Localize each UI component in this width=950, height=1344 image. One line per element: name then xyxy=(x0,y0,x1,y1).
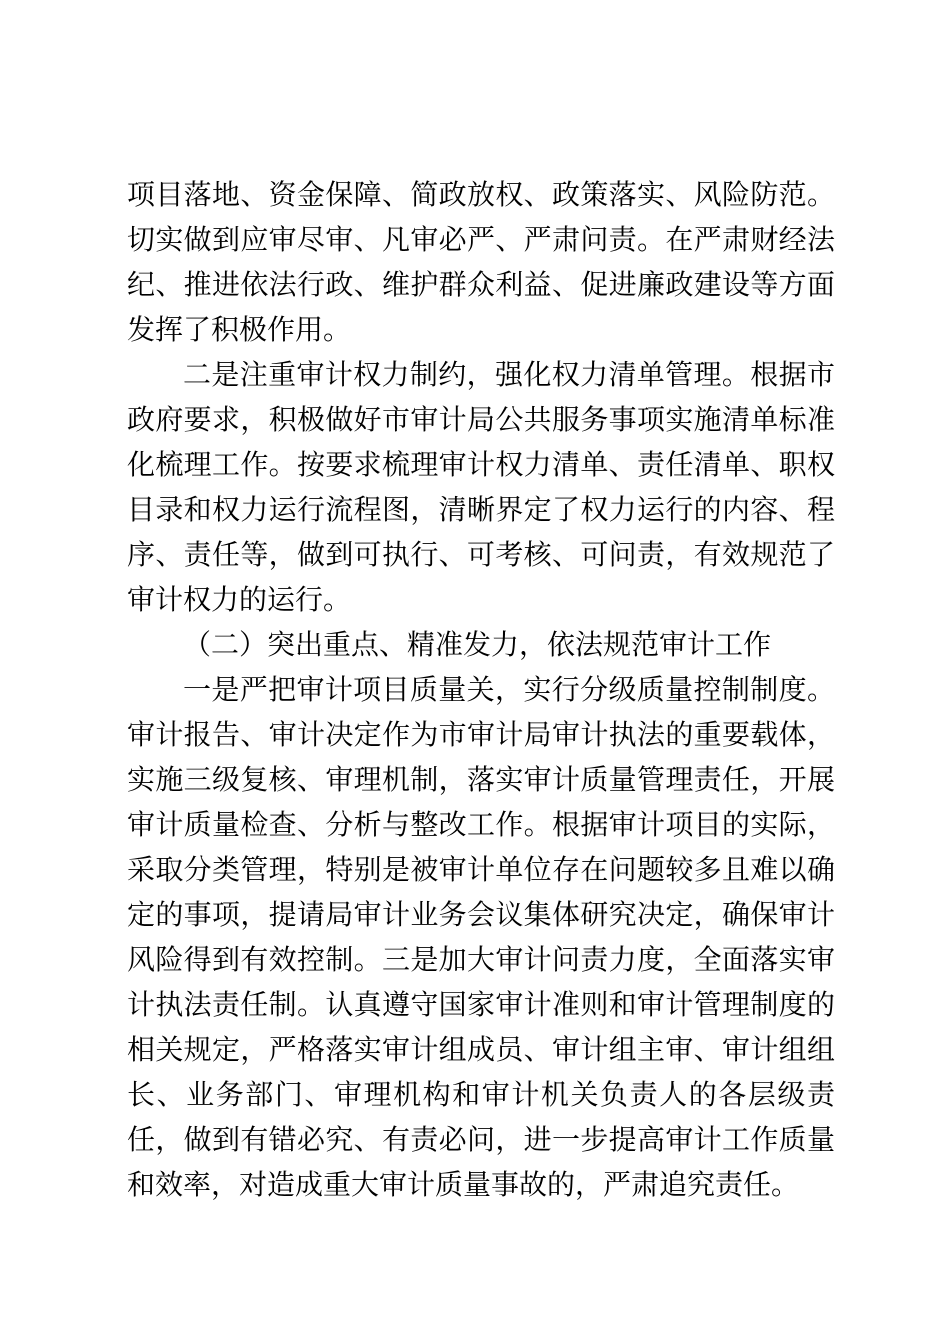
paragraph-audit-quality: 一是严把审计项目质量关，实行分级质量控制制度。审计报告、审计决定作为市审计局审计执法的重要载体，实施三级复核、审理机制，落实审计质量管理责任，开展审计质量检查、分析与整改工作。根据审计项目的实际，采取分类管理，特别是被审计单位存在问题较多且难以确定的事项，提请局审计业务会议集体研究决定，确保审计风险得到有效控制。三是加大审计问责力度，全面落实审计执法责任制。认真遵守国家审计准则和审计管理制度的相关规定，严格落实审计组成员、审计组主审、审计组组长、业务部门、审理机构和审计机关负责人的各层级责任，做到有错必究、有责必问，进一步提高审计工作质量和效率，对造成重大审计质量事故的，严肃追究责任。 xyxy=(127,673,835,1201)
paragraph-audit-power-restraint: 二是注重审计权力制约，强化权力清单管理。根据市政府要求，积极做好市审计局公共服务事项实施清单标准化梳理工作。按要求梳理审计权力清单、责任清单、职权目录和权力运行流程图，清晰界定了权力运行的内容、程序、责任等，做到可执行、可考核、可问责，有效规范了审计权力的运行。 xyxy=(127,358,835,616)
document-page xyxy=(127,172,835,1207)
section-heading: （二）突出重点、精准发力，依法规范审计工作 xyxy=(183,628,772,661)
paragraph-continuation: 项目落地、资金保障、简政放权、政策落实、风险防范。切实做到应审尽审、凡审必严、严肃问责。在严肃财经法纪、推进依法行政、维护群众利益、促进廉政建设等方面发挥了积极作用。 xyxy=(127,178,835,346)
